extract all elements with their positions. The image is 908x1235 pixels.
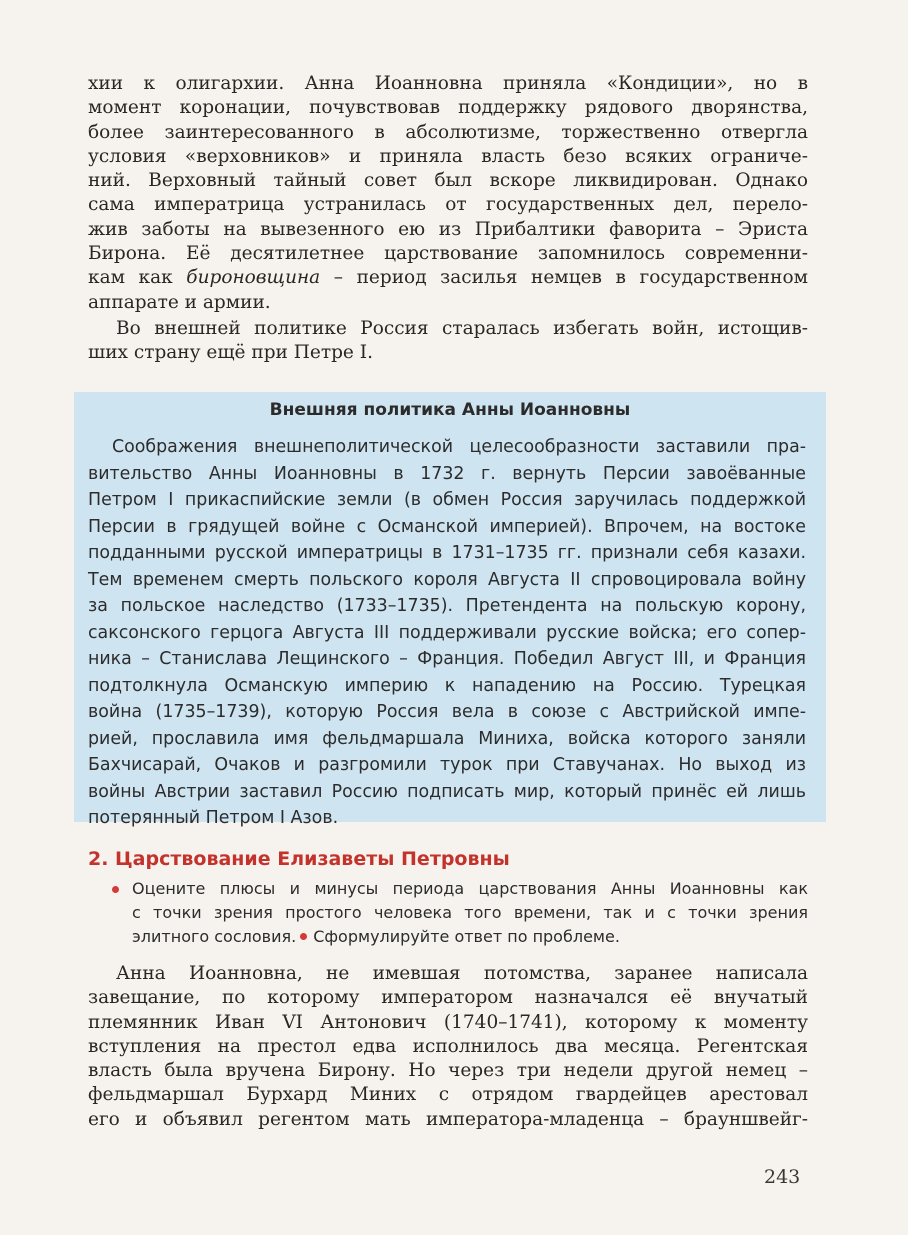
paragraph-3 <box>88 962 808 1132</box>
question-text: Сформулируйте ответ по проблеме. <box>313 927 620 946</box>
text-fragment: – период засилья немцев в государственном <box>320 267 808 289</box>
question-line: Оцените плюсы и минусы периода царствования Анны Иоанновны как <box>132 879 808 898</box>
text-line: война (1735–1739), которую Россия вела в союзе с Австрийской импе- <box>88 702 806 722</box>
text-line: ших страну ещё при Петре I. <box>88 342 373 364</box>
text-line: аппарате и армии. <box>88 291 271 313</box>
text-line: Тем временем смерть польского короля Августа II спровоцировала войну <box>88 569 806 590</box>
question-item <box>106 877 808 949</box>
text-line: подтолкнула Османскую империю к нападению на Россию. Турецкая <box>88 675 806 696</box>
text-line: Бахчисарай, Очаков и разгромили турок при Ставучанах. Но выход из <box>88 755 806 775</box>
text-line: за польское наследство (1733–1735). Претендента на польскую корону, <box>88 596 806 616</box>
text-line: вительство Анны Иоанновны в 1732 г. вернуть Персии завоёванные <box>88 463 806 484</box>
text-line: Соображения внешнеполитической целесообразности заставили пра- <box>112 437 806 457</box>
text-line: ний. Верховный тайный совет был вскоре ликвидирован. Однако <box>88 170 808 192</box>
question-text: элитного сословия. <box>132 927 297 946</box>
page-number: 243 <box>764 1166 801 1188</box>
text-line: вступления на престол едва исполнилось два месяца. Регентская <box>88 1035 808 1057</box>
question-line: с точки зрения простого человека того времени, так и с точки зрения <box>132 903 808 922</box>
text-line: жив заботы на вывезенного ею из Прибалтики фаворита – Эриста <box>88 218 808 240</box>
text-line: более заинтересованного в абсолютизме, торжественно отвергла <box>88 121 808 143</box>
text-line: Бирона. Её десятилетнее царствование запомнилось современни- <box>88 243 808 265</box>
section-heading: 2. Царствование Елизаветы Петровны <box>88 848 510 870</box>
text-line: подданными русской императрицы в 1731–1735 гг. признали себя казахи. <box>88 543 806 563</box>
text-line: момент коронации, почувствовав поддержку рядового дворянства, <box>88 97 808 119</box>
info-box-text <box>88 434 806 832</box>
text-line: Анна Иоанновна, не имевшая потомства, заранее написала <box>116 963 808 984</box>
info-box-title: Внешняя политика Анны Иоанновны <box>269 400 631 420</box>
text-line: племянник Иван VI Антонович (1740–1741), которому к моменту <box>88 1011 808 1033</box>
question-line <box>132 925 808 949</box>
bullet-icon <box>112 886 119 893</box>
text-line: хии к олигархии. Анна Иоанновна приняла «Кондиции», но в <box>88 73 808 94</box>
text-line: Петром I прикаспийские земли (в обмен Россия заручилась поддержкой <box>88 490 806 510</box>
text-line: сама императрица устранилась от государственных дел, перело- <box>88 194 808 216</box>
question-list <box>106 877 808 949</box>
text-line <box>88 266 808 290</box>
text-line: Персии в грядущей войне с Османской империей). Впрочем, на востоке <box>88 516 806 537</box>
text-line: фельдмаршал Бурхард Миних с отрядом гвардейцев арестовал <box>88 1084 808 1106</box>
text-line: власть была вручена Бирону. Но через три недели другой немец – <box>88 1060 808 1082</box>
text-line: саксонского герцога Августа III поддерживали русские войска; его сопер- <box>88 622 806 643</box>
text-line: Во внешней политике Россия старалась избегать войн, истощив- <box>116 318 808 339</box>
text-line: войны Австрии заставил Россию подписать мир, который принёс ей лишь <box>88 781 806 802</box>
paragraph-1 <box>88 72 808 315</box>
text-fragment: кам как <box>88 267 187 289</box>
term-bironovshchina: бироновщина <box>186 267 321 289</box>
text-line: условия «верховников» и приняла власть безо всяких ограниче- <box>88 145 808 167</box>
text-line: ника – Станислава Лещинского – Франция. Победил Август III, и Франция <box>88 649 806 669</box>
bullet-icon <box>300 933 307 940</box>
text-line: завещание, по которому императором назначался её внучатый <box>88 987 808 1009</box>
text-line: его и объявил регентом мать императора-младенца – брауншвейг- <box>88 1108 808 1130</box>
text-line: потерянный Петром I Азов. <box>88 808 339 828</box>
info-box <box>74 392 826 828</box>
text-line: рией, прославила имя фельдмаршала Миниха, войска которого заняли <box>88 728 806 749</box>
paragraph-2 <box>88 317 808 366</box>
